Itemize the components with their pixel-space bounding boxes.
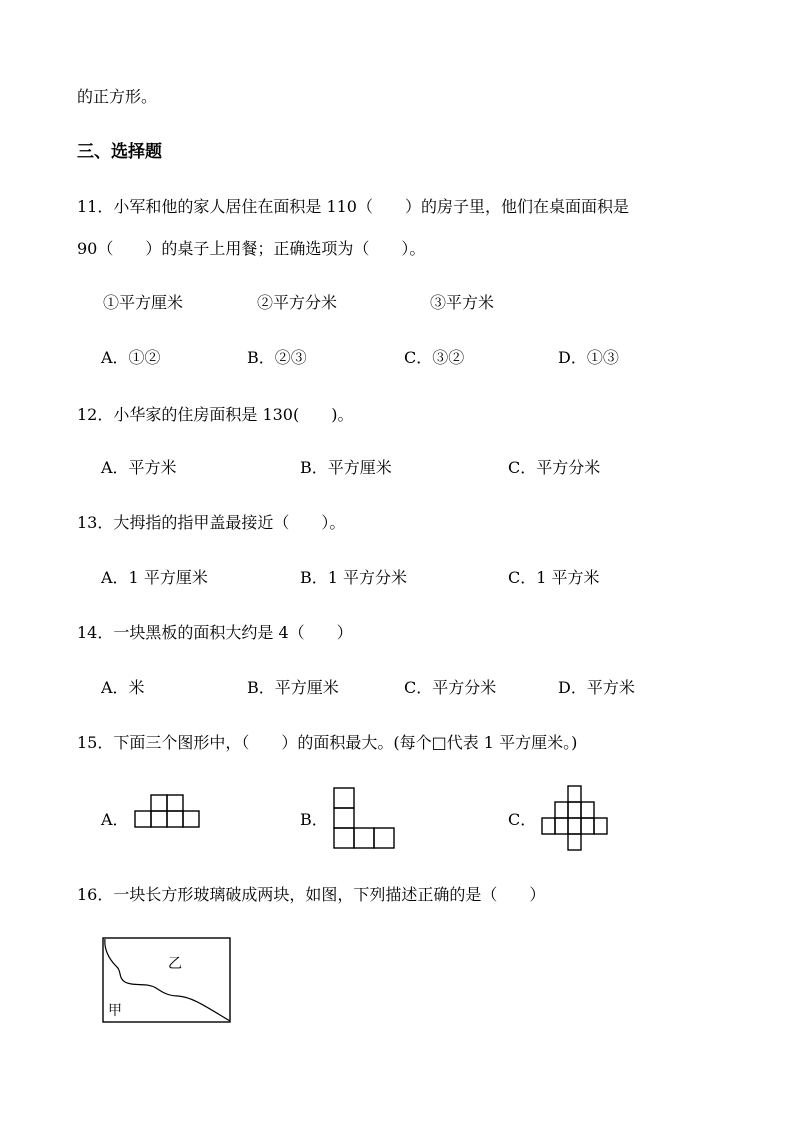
q11-stem-line1: 11．小军和他的家人居住在面积是 110（ ）的房子里，他们在桌面面积是 bbox=[77, 197, 629, 216]
q15-figure-a bbox=[134, 794, 204, 830]
q15-figure-c bbox=[541, 785, 609, 851]
q15-label-b[interactable]: B． bbox=[300, 810, 328, 829]
q11-option-c[interactable]: C．③② bbox=[404, 348, 465, 367]
q14-option-c[interactable]: C．平方分米 bbox=[404, 678, 497, 697]
q14-option-d[interactable]: D．平方米 bbox=[558, 678, 635, 697]
q16-stem: 16．一块长方形玻璃破成两块，如图，下列描述正确的是（ ） bbox=[77, 885, 546, 904]
q16-label-jia: 甲 bbox=[108, 1003, 122, 1019]
q13-option-a[interactable]: A．1 平方厘米 bbox=[101, 568, 208, 587]
q16-label-yi: 乙 bbox=[168, 956, 182, 972]
q13-option-b[interactable]: B．1 平方分米 bbox=[300, 568, 408, 587]
q14-stem: 14．一块黑板的面积大约是 4（ ） bbox=[77, 623, 353, 642]
q11-option-b[interactable]: B．②③ bbox=[247, 348, 307, 367]
q15-label-c[interactable]: C． bbox=[508, 810, 537, 829]
q12-stem: 12．小华家的住房面积是 130( )。 bbox=[77, 405, 354, 424]
q14-option-b[interactable]: B．平方厘米 bbox=[247, 678, 339, 697]
continuation-text: 的正方形。 bbox=[77, 87, 158, 106]
q11-stem-line2: 90（ ）的桌子上用餐；正确选项为（ ）。 bbox=[77, 239, 426, 258]
q11-unit-3: ③平方米 bbox=[430, 293, 495, 312]
q12-option-a[interactable]: A．平方米 bbox=[101, 458, 177, 477]
q16-glass-figure bbox=[100, 936, 234, 1026]
q15-label-a[interactable]: A． bbox=[101, 810, 129, 829]
q15-stem: 15．下面三个图形中，（ ）的面积最大。(每个□代表 1 平方厘米。) bbox=[77, 733, 578, 752]
q11-option-d[interactable]: D．①③ bbox=[558, 348, 619, 367]
q13-option-c[interactable]: C．1 平方米 bbox=[508, 568, 600, 587]
q13-stem: 13．大拇指的指甲盖最接近（ ）。 bbox=[77, 513, 346, 532]
q11-unit-1: ①平方厘米 bbox=[103, 293, 184, 312]
section-title: 三、选择题 bbox=[77, 142, 162, 162]
q11-option-a[interactable]: A．①② bbox=[101, 348, 161, 367]
q15-figure-b bbox=[333, 787, 397, 851]
q12-option-b[interactable]: B．平方厘米 bbox=[300, 458, 392, 477]
q14-option-a[interactable]: A．米 bbox=[101, 678, 145, 697]
q11-unit-2: ②平方分米 bbox=[257, 293, 338, 312]
q12-option-c[interactable]: C．平方分米 bbox=[508, 458, 601, 477]
